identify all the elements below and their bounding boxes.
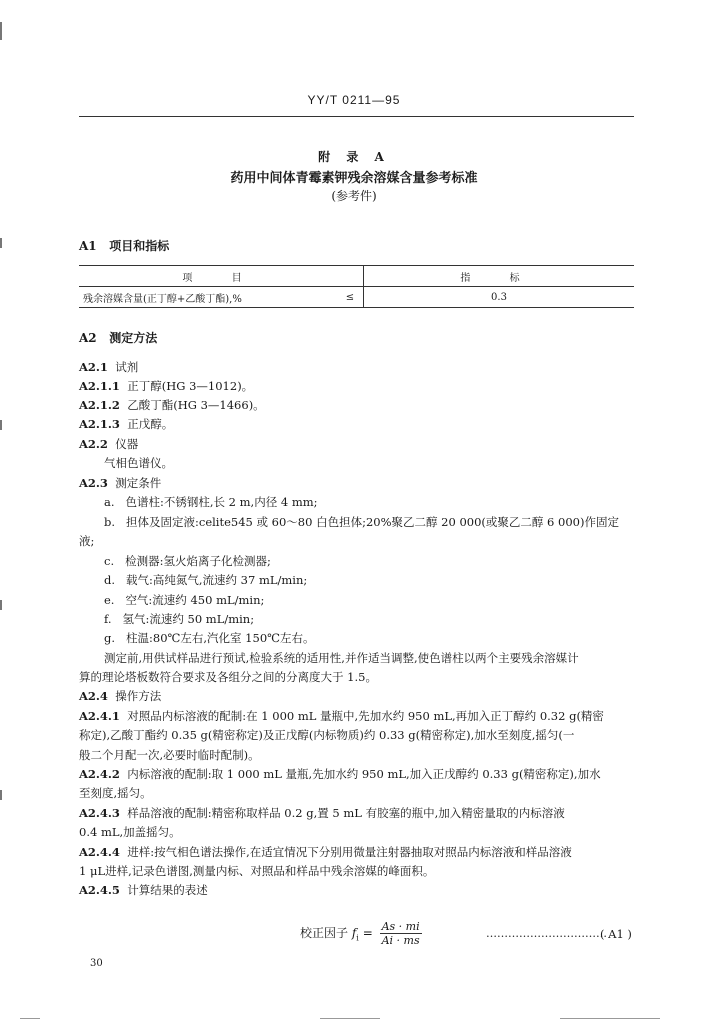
clause-a242: A2.4.2 内标溶液的配制:取 1 000 mL 量瓶,先加水约 950 mL,加入正戊醇约 0.33 g(精密称定),加水	[79, 767, 601, 781]
left-edge-mark	[0, 420, 2, 430]
section-a2-heading	[79, 329, 157, 346]
formula-a1	[300, 920, 422, 947]
section-title: 测定方法	[109, 331, 158, 345]
formula-denominator: Ai · ms	[381, 934, 420, 947]
bottom-edge-mark	[560, 1018, 660, 1019]
paragraph-line: 0.4 mL,加盖摇匀。	[79, 825, 181, 839]
clause-a245: A2.4.5 计算结果的表述	[79, 883, 208, 897]
clause-a243: A2.4.3 样品溶液的配制:精密称取样品 0.2 g,置 5 mL 有胶塞的瓶中,加入精密量取的内标溶液	[79, 806, 565, 820]
bottom-edge-mark	[20, 1018, 40, 1019]
condition-item: g. 柱温:80℃左右,汽化室 150℃左右。	[104, 631, 315, 645]
condition-item: 液;	[79, 534, 95, 548]
clause-line: A2.2 仪器	[79, 437, 139, 451]
paragraph-line: 称定),乙酸丁酯约 0.35 g(精密称定)及正戊醇(内标物质)约 0.33 g(精密称定),加水至刻度,摇匀(一	[79, 728, 575, 742]
condition-item: b. 担体及固定液:celite545 或 60～80 白色担体;20%聚乙二醇 20 000(或聚乙二醇 6 000)作固定	[104, 515, 619, 529]
paragraph-line: 般二个月配一次,必要时临时配制)。	[79, 748, 260, 762]
left-edge-mark	[0, 600, 2, 610]
paragraph-line: 算的理论塔板数符合要求及各组分之间的分离度大于 1.5。	[79, 670, 377, 684]
formula-leader-dots: ……………………………	[486, 927, 607, 940]
clause-line: 气相色谱仪。	[104, 456, 173, 470]
clause-a241: A2.4.1 对照品内标溶液的配制:在 1 000 mL 量瓶中,先加水约 950 mL,再加入正丁醇约 0.32 g(精密	[79, 709, 604, 723]
formula-lhs-sub: i	[356, 933, 359, 943]
page-number: 30	[90, 958, 103, 969]
spec-table	[79, 265, 634, 308]
paragraph-line: 至刻度,摇匀。	[79, 786, 152, 800]
bottom-edge-mark	[320, 1018, 380, 1019]
appendix-note: (参考件)	[331, 189, 377, 203]
condition-item: d. 载气:高纯氮气,流速约 37 mL/min;	[104, 573, 308, 587]
section-number: A1	[79, 239, 97, 253]
condition-item: f. 氢气:流速约 50 mL/min;	[104, 612, 255, 626]
section-title: 项目和指标	[109, 239, 170, 253]
condition-item: e. 空气:流速约 450 mL/min;	[104, 593, 265, 607]
table-row	[79, 287, 634, 308]
clause-line: A2.3 测定条件	[79, 476, 162, 490]
clause-line: A2.4 操作方法	[79, 689, 162, 703]
clause-line: A2.1.1 正丁醇(HG 3—1012)。	[79, 379, 254, 393]
paragraph-line: 1 μL进样,记录色谱图,测量内标、对照品和样品中残余溶媒的峰面积。	[79, 864, 435, 878]
left-edge-mark	[0, 22, 2, 40]
row-item: 残余溶媒含量(正丁醇+乙酸丁酯),%	[79, 287, 337, 308]
formula-eq: =	[362, 926, 373, 940]
formula-fraction	[380, 920, 422, 947]
col-item-header: 项 目	[79, 266, 364, 287]
table-header-row	[79, 266, 634, 287]
col-index-header: 指 标	[364, 266, 635, 287]
clause-a244: A2.4.4 进样:按气相色谱法操作,在适宜情况下分别用微量注射器抽取对照品内标溶液和样品溶液	[79, 845, 572, 859]
left-edge-mark	[0, 790, 2, 800]
clause-line: A2.1.2 乙酸丁酯(HG 3—1466)。	[79, 398, 265, 412]
section-number: A2	[79, 331, 97, 345]
left-edge-mark	[0, 238, 2, 248]
clause-line: A2.1.3 正戊醇。	[79, 417, 174, 431]
standard-code: YY/T 0211—95	[307, 93, 401, 107]
header-rule	[79, 116, 634, 117]
row-value: 0.3	[364, 287, 635, 308]
formula-ref: ( A1 )	[600, 927, 632, 941]
paragraph-line: 测定前,用供试样品进行预试,检验系统的适用性,并作适当调整,使色谱柱以两个主要残余溶媒计	[104, 651, 579, 665]
condition-item: a. 色谱柱:不锈钢柱,长 2 m,内径 4 mm;	[104, 495, 318, 509]
row-operator: ≤	[337, 287, 364, 308]
condition-item: c. 检测器:氢火焰离子化检测器;	[104, 554, 271, 568]
clause-line: A2.1 试剂	[79, 360, 139, 374]
formula-lhs: f	[351, 926, 357, 940]
section-a1-heading	[79, 237, 169, 254]
appendix-title: 药用中间体青霉素钾残余溶媒含量参考标准	[230, 171, 478, 186]
formula-numerator: As · mi	[381, 920, 420, 933]
formula-label: 校正因子	[300, 926, 349, 940]
appendix-label: 附 录 A	[318, 150, 390, 164]
